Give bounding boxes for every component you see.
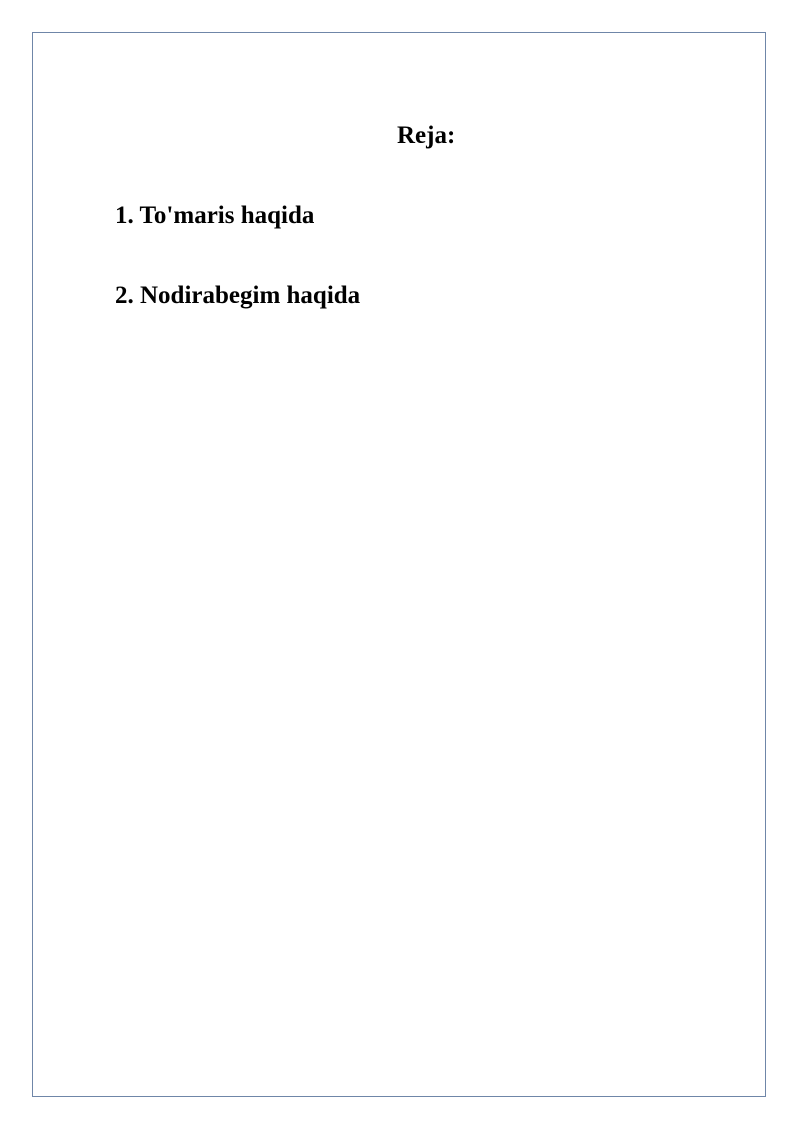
page-frame <box>32 32 766 1097</box>
plan-list <box>115 200 360 360</box>
plan-item-2: 2. Nodirabegim haqida <box>115 282 361 309</box>
plan-item-1: 1. To'maris haqida <box>115 202 315 229</box>
document-title: Reja: <box>397 122 456 149</box>
